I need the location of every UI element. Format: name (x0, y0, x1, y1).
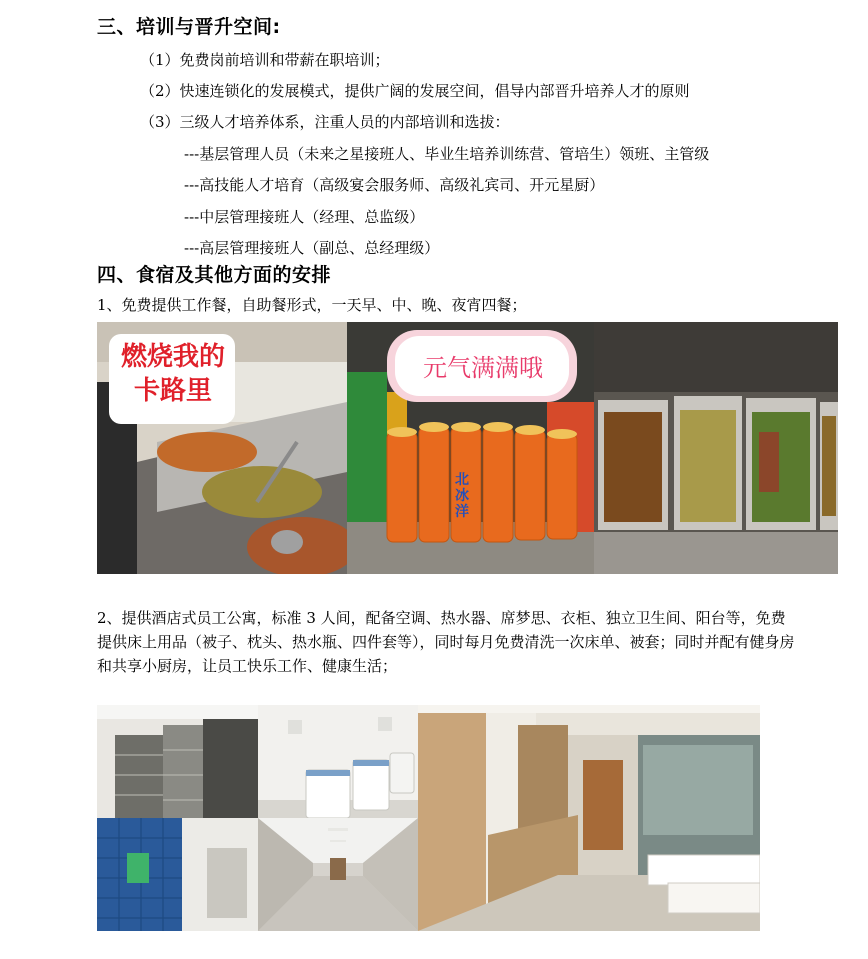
talent-level-3: ---中层管理接班人（经理、总监级） (184, 208, 425, 226)
dishes-photo (594, 322, 838, 574)
buffet-sign-text: 燃烧我的卡路里 (120, 342, 225, 406)
section-4-heading: 四、食宿及其他方面的安排 (97, 264, 332, 286)
talent-level-2: ---高技能人才培育（高级宴会服务师、高级礼宾司、开元星厨） (184, 176, 605, 194)
parcel-locker-photo (97, 818, 258, 931)
training-item-2: （2）快速连锁化的发展模式，提供广阔的发展空间，倡导内部晋升培养人才的原则 (140, 82, 690, 100)
drinks-photo (347, 322, 594, 574)
locker-room-photo (97, 705, 258, 818)
buffet-photo (97, 322, 347, 574)
talent-level-4: ---高层管理接班人（副总、总经理级） (184, 239, 440, 257)
can-label-text: 北冰洋 (455, 472, 469, 520)
dorm-room-photo (418, 705, 760, 931)
talent-level-1: ---基层管理人员（未来之星接班人、毕业生培养训练营、管培生）领班、主管级 (184, 145, 710, 163)
section-3-heading: 三、培训与晋升空间: (97, 16, 281, 38)
drinks-sign-text: 元气满满哦 (423, 354, 543, 382)
meal-description: 1、免费提供工作餐，自助餐形式，一天早、中、晚、夜宵四餐； (97, 296, 527, 314)
training-item-1: （1）免费岗前培训和带薪在职培训； (140, 51, 390, 69)
training-item-3: （3）三级人才培养体系，注重人员的内部培训和选拔： (140, 113, 510, 131)
corridor-photo (258, 818, 418, 931)
laundry-room-photo (258, 705, 418, 818)
dorm-description: 2、提供酒店式员工公寓，标准 3 人间，配备空调、热水器、席梦思、衣柜、独立卫生间、阳台等，免费提供床上用品（被子、枕头、热水瓶、四件套等），同时每月免费清洗一次床单、被套；同时并配有健身房和共享小厨房，让员工快乐工作、健康生活； (97, 609, 795, 675)
